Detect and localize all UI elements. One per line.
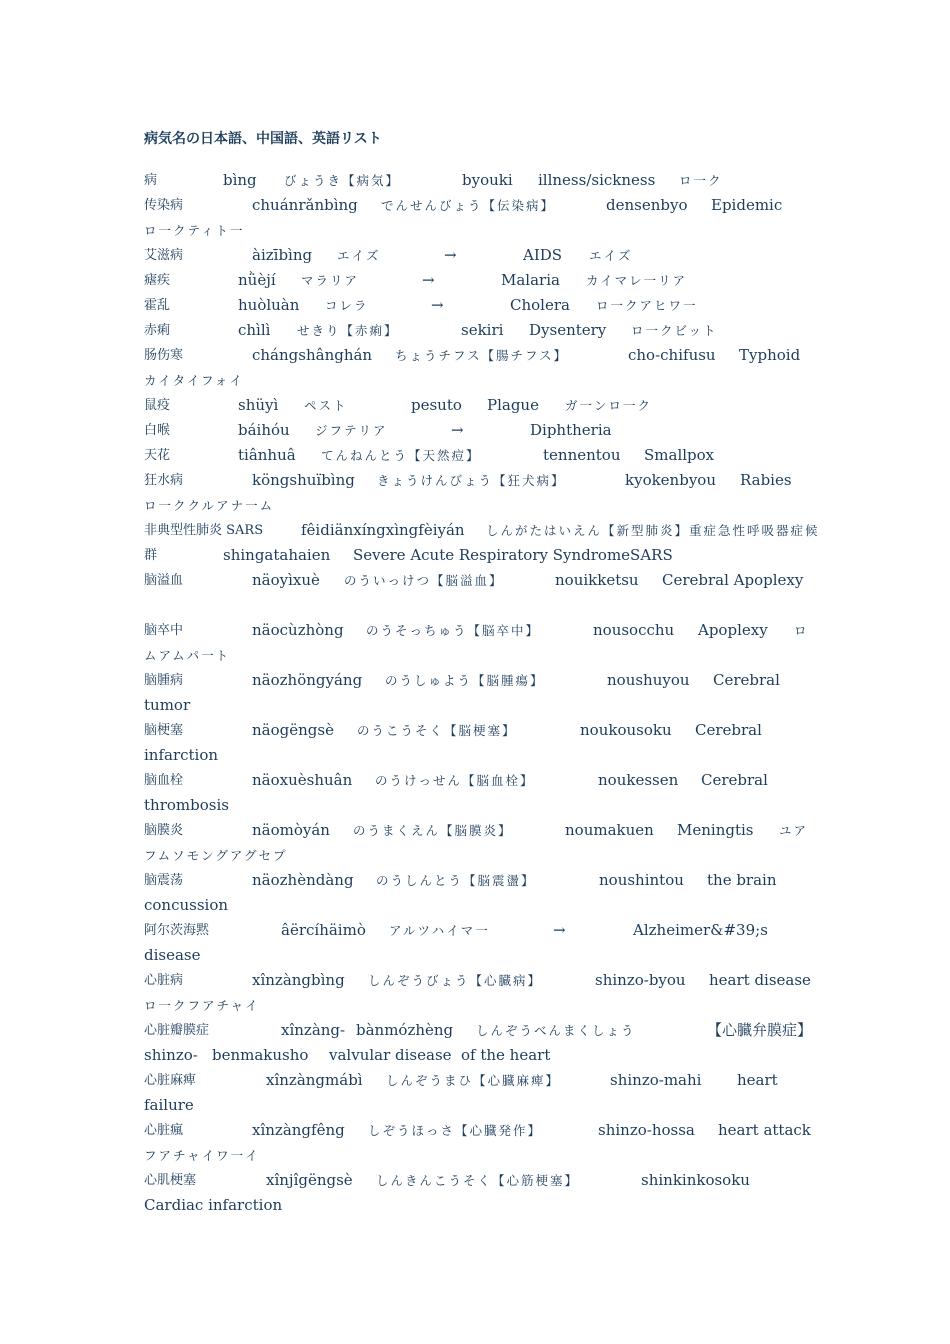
entry-cell: concussion [144,896,229,914]
entry-cell: näoxuèshuân [252,771,353,789]
entry-cell: 心肌梗塞 [144,1173,197,1188]
entry-cell: フムソモングアグセプ [144,848,288,863]
entry-cell: tiânhuâ [238,446,296,464]
entry-cell: tumor [144,696,191,714]
entry-cell: 脑梗塞 [144,723,184,738]
entry-cell: 天花 [144,448,171,463]
entry-cell: of the heart [461,1046,551,1064]
entry-cell: näozhöngyáng [252,671,363,689]
entry-cell: 脑血栓 [144,773,184,788]
entry-cell: エイズ [337,248,381,263]
entry-cell: chángshânghán [252,346,373,364]
entry-cell: Cerebral [701,771,768,789]
entry-cell: noukessen [598,771,679,789]
entry-cell: ムアムパ一ト [144,648,231,663]
entry-cell: 阿尔茨海黙 [144,923,210,938]
entry-cell: のうしゅよう【脳腫瘍】 [385,673,545,688]
entry-cell: báihóu [238,421,290,439]
entry-cell: Dysentery [529,321,607,339]
entry-cell: てんねんとう【天然痘】 [321,448,481,463]
entry-cell: でんせんびょう【伝染病】 [381,198,556,213]
entry-cell: illness/sickness [538,171,656,189]
entry-cell: Severe Acute Respiratory SyndromeSARS [353,546,673,564]
entry-cell: → [451,421,464,439]
entry-cell: → [422,271,435,289]
entry-cell: Apoplexy [698,621,768,639]
entry-cell: Typhoid [739,346,801,364]
entry-cell: chuánrǎnbìng [252,196,358,214]
entry-cell: きょうけんびょう【狂犬病】 [377,473,566,488]
entry-cell: xînzàngmábì [266,1071,363,1089]
entry-cell: ちょうチフス【腸チフス】 [395,348,569,363]
entry-cell: Cholera [510,296,570,314]
entry-cell: 脑腫病 [144,673,184,688]
entry-cell: 脑溢血 [144,573,184,588]
entry-cell: Cardiac infarction [144,1196,283,1214]
entry-cell: shinzo-byou [595,971,686,989]
entry-cell: näoyìxuè [252,571,320,589]
entry-cell: のうしんとう【脳震盪】 [376,873,536,888]
entry-cell: 赤痢 [144,323,171,338]
entry-cell: cho-chifusu [628,346,716,364]
entry-cell: 【心臓弁膜症】 [707,1021,813,1039]
entry-cell: ロ一クフアチャイ [144,998,260,1013]
entry-cell: kyokenbyou [625,471,716,489]
entry-cell: 心脏瓣膜症 [144,1023,210,1038]
entry-cell: noukousoku [580,721,672,739]
entry-cell: sekiri [461,321,504,339]
entry-cell: näozhèndàng [252,871,354,889]
entry-cell: しんがたはいえん【新型肺炎】重症急性呼吸器症候 [486,523,820,538]
entry-cell: thrombosis [144,796,229,814]
entry-cell: → [431,296,444,314]
entry-cell: カイタイフォイ [144,373,244,388]
entry-cell: byouki [462,171,513,189]
entry-cell: ガ一ンロ一ク [565,398,653,413]
entry-cell: 脑震荡 [144,873,184,888]
entry-cell: 心脏瘋 [144,1123,184,1138]
entry-cell: 病 [144,173,158,188]
entry-cell: 鼠疫 [144,398,171,413]
entry-cell: 群 [144,548,158,563]
entry-cell: しぞうほっさ【心臓発作】 [368,1123,543,1138]
entry-cell: Epidemic [711,196,783,214]
entry-cell: tennentou [543,446,621,464]
entry-cell: アルツハイマ一 [389,923,490,938]
entry-cell: shinzo- [144,1046,198,1064]
entry-cell: ペスト [304,398,348,413]
entry-cell: マラリア [301,273,360,288]
entry-cell: 狂水病 [144,473,184,488]
entry-cell: びょうき【病気】 [284,173,401,188]
entry-cell: àizībìng [252,246,313,264]
entry-cell: Malaria [501,271,560,289]
entry-cell: heart [737,1071,778,1089]
entry-cell: のうけっせん【脳血栓】 [375,773,535,788]
entry-cell: 霍乱 [144,298,171,313]
entry-cell: näogëngsè [252,721,334,739]
entry-cell: 心脏麻痺 [144,1073,197,1088]
entry-cell: densenbyo [606,196,688,214]
entry-cell: Alzheimer&#39;s [633,921,768,939]
page-title: 病気名の日本語、中国語、英語リスト [144,131,382,147]
entry-cell: Cerebral [695,721,762,739]
entry-cell: のうそっちゅう【脳卒中】 [366,623,541,638]
entry-cell: 非典型性肺炎 SARS [144,523,264,538]
entry-cell: noumakuen [565,821,654,839]
entry-cell: shinzo-mahi [610,1071,702,1089]
entry-cell: しんぞうまひ【心臓麻痺】 [386,1073,561,1088]
entry-cell: infarction [144,746,219,764]
entry-cell: 传染病 [144,198,184,213]
entry-cell: pesuto [411,396,462,414]
entry-cell: shinzo-hossa [598,1121,695,1139]
entry-cell: noushuyou [607,671,690,689]
entry-cell: nǜèjí [238,271,276,289]
entry-cell: ロ一クビット [631,323,718,338]
entry-cell: heart disease [709,971,811,989]
entry-cell: 白喉 [144,423,171,438]
entry-cell: Plague [487,396,539,414]
entry-cell: ロ一ククルアナ一ム [144,498,275,513]
entry-cell: shinkinkosoku [641,1171,750,1189]
entry-cell: nouikketsu [555,571,639,589]
entry-cell: shüyì [238,396,279,414]
entry-cell: 艾滋病 [144,248,184,263]
entry-cell: benmakusho [212,1046,309,1064]
entry-cell: Diphtheria [530,421,612,439]
entry-cell: ユア [779,823,809,838]
entry-cell: AIDS [523,246,563,264]
entry-cell: しんきんこうそく【心筋梗塞】 [376,1173,580,1188]
entry-cell: xînjîgëngsè [266,1171,353,1189]
entry-cell: エイズ [589,248,633,263]
entry-cell: the brain [707,871,777,889]
entry-cell: ロ一クティト一 [144,223,245,238]
entry-cell: Smallpox [644,446,715,464]
entry-cell: 脑卒中 [144,623,184,638]
entry-cell: 肠伤寒 [144,348,184,363]
entry-cell: huòluàn [238,296,300,314]
entry-cell: カイマレ一リア [586,273,688,288]
entry-cell: bànmózhèng [356,1021,454,1039]
entry-cell: コレラ [325,298,369,313]
entry-cell: noushintou [599,871,684,889]
entry-cell: xînzàngfêng [252,1121,345,1139]
entry-cell: ロ一クアヒワ一 [596,298,698,313]
entry-cell: せきり【赤痢】 [297,323,399,338]
entry-cell: bìng [223,171,257,189]
entry-cell: のうまくえん【脳膜炎】 [353,823,513,838]
entry-cell: köngshuïbìng [252,471,355,489]
entry-cell: fêidiänxíngxìngfèiyán [301,521,465,539]
entry-cell: しんぞうびょう【心臓病】 [368,973,543,988]
entry-cell: → [553,921,566,939]
entry-cell: chìlì [238,321,271,339]
entry-cell: heart attack [718,1121,811,1139]
entry-cell: → [444,246,457,264]
entry-cell: xînzàngbìng [252,971,345,989]
entry-cell: nousocchu [593,621,675,639]
entry-cell: のうこうそく【脳梗塞】 [357,723,517,738]
entry-cell: ジフテリア [315,423,388,438]
entry-cell: Rabies [740,471,792,489]
entry-cell: ロ一ク [679,173,723,188]
entry-cell: Cerebral [713,671,780,689]
entry-cell: âërcíhäimò [281,921,366,939]
entry-cell: failure [144,1096,194,1114]
entry-cell: のういっけつ【脳溢血】 [344,573,504,588]
entry-cell: ロ [794,623,809,638]
entry-cell: disease [144,946,201,964]
entry-cell: 脑膜炎 [144,823,184,838]
entry-cell: valvular disease [329,1046,452,1064]
entry-cell: xînzàng- [281,1021,346,1039]
entry-cell: shingatahaien [223,546,331,564]
entry-cell: näomòyán [252,821,330,839]
entry-cell: しんぞうべんまくしょう [476,1023,636,1038]
entry-cell: フアチャイワ一イ [144,1148,260,1163]
entry-cell: Meningtis [677,821,754,839]
entry-cell: 瘧疾 [144,273,171,288]
entry-cell: Cerebral Apoplexy [662,571,804,589]
entry-cell: 心脏病 [144,973,184,988]
entry-cell: näocùzhòng [252,621,344,639]
